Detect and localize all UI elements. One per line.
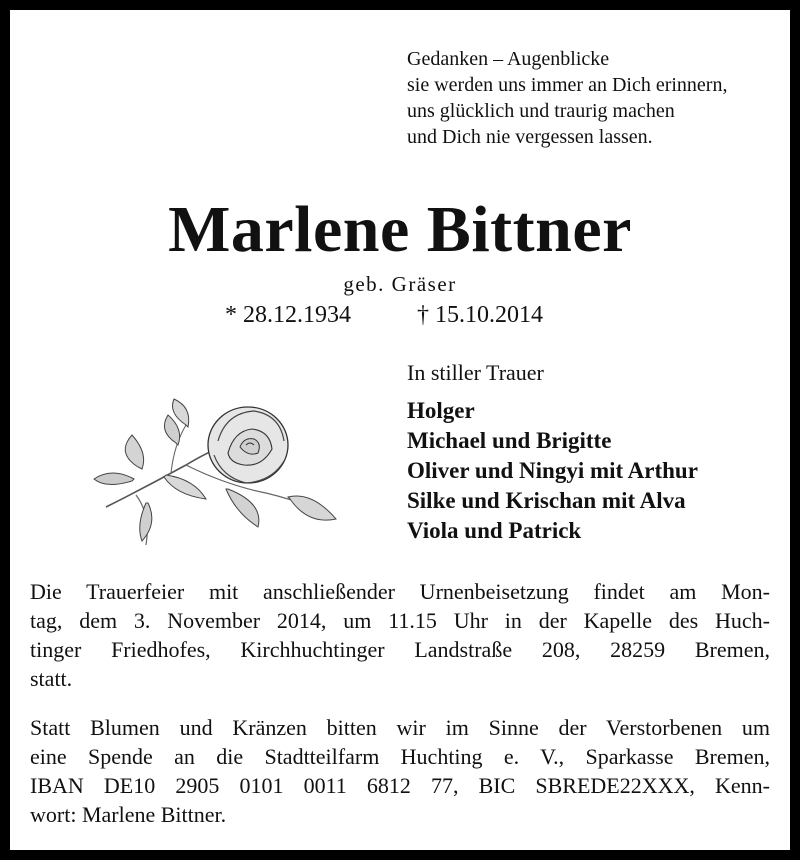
donation-line: wort: Marlene Bittner.: [30, 802, 227, 827]
poem-line: sie werden uns immer an Dich erinnern,: [407, 74, 728, 96]
death-date: † 15.10.2014: [417, 302, 543, 328]
service-paragraph: [30, 577, 770, 693]
maiden-name: geb. Gräser: [343, 272, 457, 296]
memorial-poem: [407, 46, 727, 150]
poem-line: uns glücklich und traurig machen: [407, 100, 675, 122]
donation-line: Statt Blumen und Kränzen bitten wir im Sinne der Verstorbenen um: [30, 715, 770, 740]
donation-line: IBAN DE10 2905 0101 0011 6812 77, BIC SBREDE22XXX, Kenn-: [30, 773, 770, 798]
life-dates: [225, 302, 543, 329]
poem-line: und Dich nie vergessen lassen.: [407, 126, 653, 148]
family-list: [407, 396, 698, 546]
service-line: Die Trauerfeier mit anschließender Urnenbeisetzung findet am Mon-: [30, 579, 770, 604]
service-line: statt.: [30, 666, 73, 691]
rose-drawing: [76, 395, 356, 555]
poem-line: Gedanken – Augenblicke: [407, 48, 610, 70]
family-member: Silke und Krischan mit Alva: [407, 488, 686, 513]
service-line: tag, dem 3. November 2014, um 11.15 Uhr in der Kapelle des Huch-: [30, 608, 770, 633]
deceased-name: Marlene Bittner: [168, 193, 632, 266]
birth-date: * 28.12.1934: [225, 302, 351, 328]
family-member: Viola und Patrick: [407, 518, 582, 543]
family-member: Oliver und Ningyi mit Arthur: [407, 458, 698, 483]
family-member: Holger: [407, 398, 475, 423]
donation-line: eine Spende an die Stadtteilfarm Huchting e. V., Sparkasse Bremen,: [30, 744, 770, 769]
service-line: tinger Friedhofes, Kirchhuchtinger Landstraße 208, 28259 Bremen,: [30, 637, 770, 662]
mourning-line: In stiller Trauer: [407, 360, 544, 385]
family-member: Michael und Brigitte: [407, 428, 612, 453]
donation-paragraph: [30, 713, 770, 829]
